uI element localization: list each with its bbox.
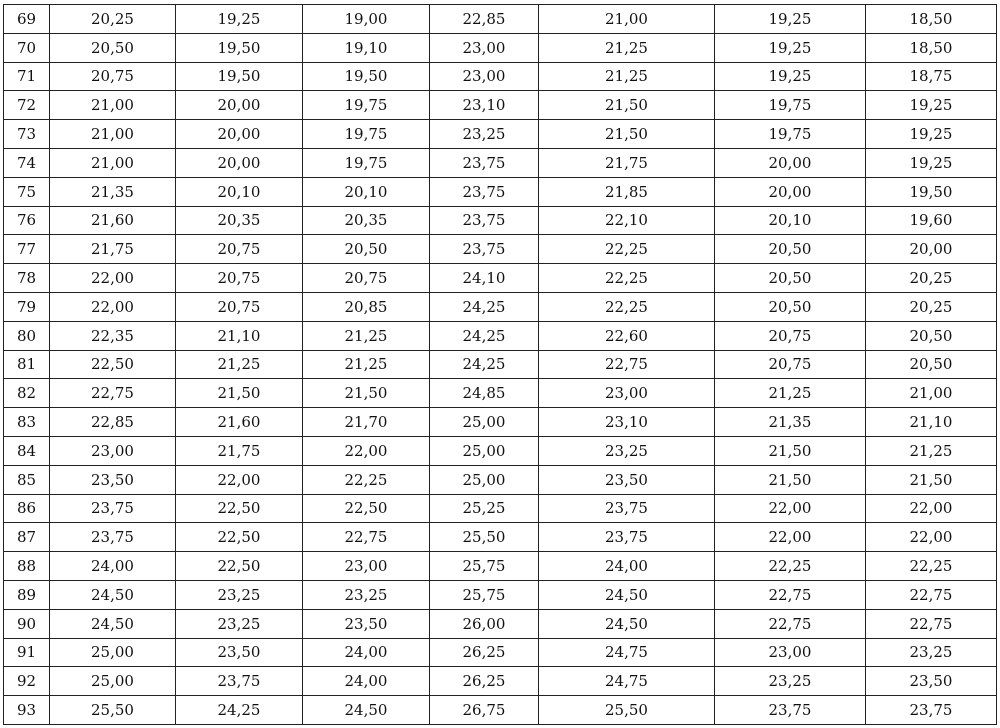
table-cell: 23,75	[430, 235, 539, 264]
table-cell: 19,25	[715, 5, 866, 34]
table-row	[4, 638, 997, 667]
table-cell: 24,50	[50, 609, 176, 638]
table-cell: 21,00	[866, 379, 997, 408]
table-cell: 22,35	[50, 321, 176, 350]
table-row	[4, 379, 997, 408]
table-cell: 25,00	[430, 436, 539, 465]
table-row	[4, 235, 997, 264]
table-cell: 24,50	[50, 580, 176, 609]
table-cell: 23,25	[176, 609, 303, 638]
table-cell: 25,50	[50, 696, 176, 725]
row-index-cell: 91	[4, 638, 50, 667]
table-cell: 21,25	[303, 321, 430, 350]
table-cell: 25,00	[50, 638, 176, 667]
table-cell: 20,25	[866, 264, 997, 293]
table-cell: 24,25	[430, 292, 539, 321]
table-cell: 23,00	[715, 638, 866, 667]
data-table-container	[3, 4, 996, 725]
table-cell: 21,00	[539, 5, 715, 34]
row-index-cell: 71	[4, 62, 50, 91]
table-cell: 22,00	[715, 494, 866, 523]
table-row	[4, 62, 997, 91]
row-index-cell: 70	[4, 33, 50, 62]
table-cell: 19,50	[176, 33, 303, 62]
table-cell: 22,00	[50, 264, 176, 293]
table-cell: 21,50	[539, 120, 715, 149]
table-cell: 22,75	[866, 580, 997, 609]
table-row	[4, 523, 997, 552]
table-cell: 23,50	[303, 609, 430, 638]
table-cell: 24,25	[430, 321, 539, 350]
table-row	[4, 206, 997, 235]
table-cell: 26,25	[430, 667, 539, 696]
row-index-cell: 83	[4, 408, 50, 437]
row-index-cell: 74	[4, 148, 50, 177]
table-cell: 20,75	[50, 62, 176, 91]
table-cell: 19,25	[866, 148, 997, 177]
table-cell: 24,75	[539, 638, 715, 667]
table-row	[4, 321, 997, 350]
table-cell: 21,50	[715, 436, 866, 465]
table-cell: 23,00	[539, 379, 715, 408]
table-cell: 22,25	[539, 235, 715, 264]
table-cell: 23,75	[539, 523, 715, 552]
table-cell: 24,00	[50, 552, 176, 581]
row-index-cell: 78	[4, 264, 50, 293]
table-cell: 20,00	[866, 235, 997, 264]
table-cell: 24,75	[539, 667, 715, 696]
table-cell: 20,10	[176, 177, 303, 206]
table-cell: 21,25	[539, 62, 715, 91]
table-cell: 21,25	[715, 379, 866, 408]
table-row	[4, 408, 997, 437]
table-cell: 22,25	[539, 292, 715, 321]
table-cell: 21,60	[176, 408, 303, 437]
table-cell: 22,50	[303, 494, 430, 523]
row-index-cell: 69	[4, 5, 50, 34]
table-cell: 23,00	[430, 33, 539, 62]
table-cell: 19,25	[715, 62, 866, 91]
table-cell: 22,00	[50, 292, 176, 321]
table-row	[4, 667, 997, 696]
table-cell: 23,75	[50, 494, 176, 523]
table-cell: 23,75	[430, 206, 539, 235]
table-cell: 25,25	[430, 494, 539, 523]
table-cell: 22,00	[303, 436, 430, 465]
table-cell: 20,50	[866, 321, 997, 350]
row-index-cell: 87	[4, 523, 50, 552]
table-cell: 22,00	[866, 494, 997, 523]
table-cell: 18,50	[866, 33, 997, 62]
data-table	[3, 4, 997, 725]
table-row	[4, 350, 997, 379]
table-cell: 20,50	[715, 292, 866, 321]
table-cell: 20,50	[50, 33, 176, 62]
table-cell: 20,00	[176, 148, 303, 177]
table-cell: 25,75	[430, 580, 539, 609]
row-index-cell: 85	[4, 465, 50, 494]
table-row	[4, 91, 997, 120]
table-cell: 21,00	[50, 91, 176, 120]
table-body	[4, 5, 997, 725]
table-cell: 21,50	[539, 91, 715, 120]
row-index-cell: 80	[4, 321, 50, 350]
table-cell: 22,50	[176, 552, 303, 581]
table-cell: 21,75	[50, 235, 176, 264]
table-cell: 19,00	[303, 5, 430, 34]
table-cell: 20,10	[303, 177, 430, 206]
table-cell: 19,10	[303, 33, 430, 62]
table-cell: 23,25	[303, 580, 430, 609]
table-cell: 20,75	[715, 321, 866, 350]
table-cell: 22,85	[50, 408, 176, 437]
row-index-cell: 90	[4, 609, 50, 638]
table-cell: 23,25	[866, 638, 997, 667]
table-cell: 20,00	[715, 148, 866, 177]
table-cell: 20,75	[715, 350, 866, 379]
table-row	[4, 436, 997, 465]
table-cell: 23,75	[866, 696, 997, 725]
table-cell: 21,50	[176, 379, 303, 408]
table-cell: 23,10	[539, 408, 715, 437]
table-cell: 22,25	[866, 552, 997, 581]
table-cell: 19,75	[303, 91, 430, 120]
table-cell: 25,00	[430, 408, 539, 437]
table-cell: 21,75	[176, 436, 303, 465]
row-index-cell: 88	[4, 552, 50, 581]
table-cell: 23,75	[715, 696, 866, 725]
table-cell: 21,35	[50, 177, 176, 206]
table-cell: 22,25	[303, 465, 430, 494]
table-cell: 25,75	[430, 552, 539, 581]
table-cell: 22,60	[539, 321, 715, 350]
table-cell: 20,50	[866, 350, 997, 379]
table-cell: 20,50	[303, 235, 430, 264]
table-cell: 23,75	[539, 494, 715, 523]
table-cell: 21,50	[715, 465, 866, 494]
table-cell: 19,50	[866, 177, 997, 206]
table-cell: 24,50	[303, 696, 430, 725]
table-cell: 21,75	[539, 148, 715, 177]
table-cell: 19,25	[866, 120, 997, 149]
table-cell: 19,25	[176, 5, 303, 34]
table-cell: 23,25	[430, 120, 539, 149]
table-cell: 23,25	[715, 667, 866, 696]
table-row	[4, 148, 997, 177]
table-cell: 21,00	[50, 148, 176, 177]
table-cell: 25,50	[430, 523, 539, 552]
table-cell: 19,75	[715, 91, 866, 120]
table-cell: 20,75	[176, 264, 303, 293]
table-cell: 22,50	[176, 523, 303, 552]
table-cell: 22,50	[176, 494, 303, 523]
table-cell: 20,10	[715, 206, 866, 235]
table-cell: 20,50	[715, 235, 866, 264]
table-cell: 20,00	[176, 91, 303, 120]
row-index-cell: 76	[4, 206, 50, 235]
table-cell: 22,10	[539, 206, 715, 235]
table-cell: 23,25	[176, 580, 303, 609]
table-cell: 24,50	[539, 580, 715, 609]
table-row	[4, 292, 997, 321]
table-cell: 21,50	[303, 379, 430, 408]
table-cell: 21,85	[539, 177, 715, 206]
table-cell: 21,10	[866, 408, 997, 437]
table-cell: 21,10	[176, 321, 303, 350]
table-cell: 20,75	[303, 264, 430, 293]
table-cell: 23,50	[539, 465, 715, 494]
table-cell: 19,75	[303, 148, 430, 177]
table-cell: 23,00	[303, 552, 430, 581]
table-row	[4, 5, 997, 34]
row-index-cell: 75	[4, 177, 50, 206]
table-cell: 26,00	[430, 609, 539, 638]
table-cell: 24,00	[303, 638, 430, 667]
table-cell: 24,50	[539, 609, 715, 638]
table-row	[4, 264, 997, 293]
table-cell: 20,35	[176, 206, 303, 235]
table-cell: 22,25	[539, 264, 715, 293]
table-cell: 24,00	[539, 552, 715, 581]
table-cell: 23,00	[430, 62, 539, 91]
table-cell: 19,75	[715, 120, 866, 149]
table-cell: 23,25	[539, 436, 715, 465]
table-cell: 23,10	[430, 91, 539, 120]
table-cell: 18,50	[866, 5, 997, 34]
table-cell: 20,35	[303, 206, 430, 235]
table-row	[4, 580, 997, 609]
table-cell: 22,00	[866, 523, 997, 552]
table-cell: 26,75	[430, 696, 539, 725]
table-cell: 23,50	[176, 638, 303, 667]
table-cell: 21,35	[715, 408, 866, 437]
table-row	[4, 120, 997, 149]
row-index-cell: 79	[4, 292, 50, 321]
table-cell: 21,25	[539, 33, 715, 62]
table-row	[4, 494, 997, 523]
table-cell: 19,25	[866, 91, 997, 120]
row-index-cell: 72	[4, 91, 50, 120]
table-cell: 24,25	[430, 350, 539, 379]
table-cell: 21,00	[50, 120, 176, 149]
table-cell: 19,50	[176, 62, 303, 91]
table-cell: 22,75	[50, 379, 176, 408]
table-cell: 21,50	[866, 465, 997, 494]
table-cell: 20,85	[303, 292, 430, 321]
table-cell: 20,75	[176, 292, 303, 321]
table-cell: 22,50	[50, 350, 176, 379]
row-index-cell: 89	[4, 580, 50, 609]
table-cell: 19,50	[303, 62, 430, 91]
table-cell: 23,75	[50, 523, 176, 552]
row-index-cell: 93	[4, 696, 50, 725]
table-cell: 23,75	[430, 148, 539, 177]
table-cell: 22,75	[866, 609, 997, 638]
row-index-cell: 73	[4, 120, 50, 149]
table-cell: 22,75	[715, 609, 866, 638]
table-cell: 23,75	[176, 667, 303, 696]
table-cell: 24,25	[176, 696, 303, 725]
table-cell: 23,75	[430, 177, 539, 206]
table-row	[4, 177, 997, 206]
table-cell: 20,75	[176, 235, 303, 264]
table-cell: 25,00	[430, 465, 539, 494]
table-cell: 20,50	[715, 264, 866, 293]
table-cell: 24,85	[430, 379, 539, 408]
table-row	[4, 33, 997, 62]
row-index-cell: 82	[4, 379, 50, 408]
table-cell: 23,50	[866, 667, 997, 696]
table-row	[4, 696, 997, 725]
table-cell: 22,00	[176, 465, 303, 494]
table-cell: 25,50	[539, 696, 715, 725]
row-index-cell: 77	[4, 235, 50, 264]
table-cell: 20,25	[866, 292, 997, 321]
table-cell: 21,25	[176, 350, 303, 379]
table-cell: 21,70	[303, 408, 430, 437]
table-cell: 23,00	[50, 436, 176, 465]
row-index-cell: 81	[4, 350, 50, 379]
table-cell: 22,25	[715, 552, 866, 581]
table-cell: 22,00	[715, 523, 866, 552]
table-row	[4, 465, 997, 494]
table-cell: 22,75	[715, 580, 866, 609]
table-cell: 18,75	[866, 62, 997, 91]
table-cell: 20,00	[176, 120, 303, 149]
table-cell: 21,25	[866, 436, 997, 465]
table-cell: 22,75	[539, 350, 715, 379]
table-cell: 19,25	[715, 33, 866, 62]
table-cell: 23,50	[50, 465, 176, 494]
table-row	[4, 609, 997, 638]
table-cell: 19,75	[303, 120, 430, 149]
table-cell: 26,25	[430, 638, 539, 667]
table-cell: 20,00	[715, 177, 866, 206]
table-row	[4, 552, 997, 581]
table-cell: 20,25	[50, 5, 176, 34]
table-cell: 25,00	[50, 667, 176, 696]
table-cell: 19,60	[866, 206, 997, 235]
table-cell: 21,25	[303, 350, 430, 379]
table-cell: 22,75	[303, 523, 430, 552]
row-index-cell: 84	[4, 436, 50, 465]
table-cell: 21,60	[50, 206, 176, 235]
row-index-cell: 92	[4, 667, 50, 696]
table-cell: 22,85	[430, 5, 539, 34]
table-cell: 24,00	[303, 667, 430, 696]
table-cell: 24,10	[430, 264, 539, 293]
row-index-cell: 86	[4, 494, 50, 523]
